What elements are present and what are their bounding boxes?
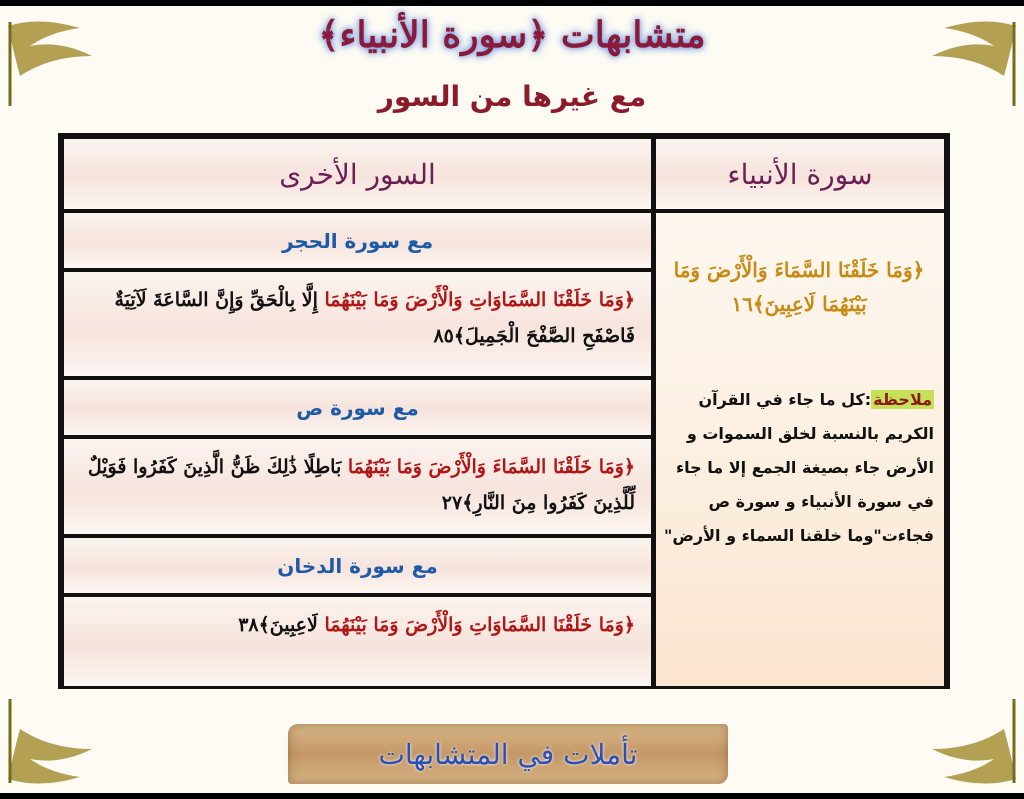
- surah-heading-label: مع سورة الحجر: [281, 228, 434, 253]
- anbiya-column: [656, 213, 944, 686]
- verse-dukhan: [64, 597, 651, 686]
- verse-sad: [64, 439, 651, 534]
- surah-heading-label: مع سورة ص: [296, 395, 419, 420]
- corner-ornament-icon: [914, 689, 1024, 799]
- corner-ornament-icon: [0, 689, 110, 799]
- page-subtitle: مع غيرها من السور: [377, 80, 647, 113]
- note-text: :كل ما جاء في القرآن الكريم بالنسبة لخلق السموات و الأرض جاء بصيغة الجمع إلا ما جاء في سورة الأنبياء و سورة ص فجاءت"وما خلقنا السماء و الأرض": [664, 390, 934, 545]
- column-header-anbiya-label: سورة الأنبياء: [727, 157, 873, 191]
- column-header-other-label: السور الأخرى: [279, 157, 436, 191]
- verse-highlight: ﴿وَمَا خَلَقْنَا السَّمَاوَاتِ وَالْأَرْضَ وَمَا بَيْنَهُمَا: [324, 289, 635, 311]
- surah-heading-sad: [64, 380, 651, 435]
- verse-rest: بَاطِلًا ذَٰلِكَ ظَنُّ الَّذِينَ كَفَرُوا فَوَيْلٌ لِّلَّذِينَ كَفَرُوا مِنَ النَّارِ﴾٢٧: [87, 456, 635, 514]
- column-header-other: [64, 139, 651, 209]
- page-title: متشابهات ﴿سورة الأنبياء﴾: [318, 14, 706, 56]
- comparison-table: [58, 133, 950, 689]
- surah-heading-label: مع سورة الدخان: [277, 553, 438, 578]
- surah-heading-hijr: [64, 213, 651, 268]
- column-header-anbiya: [656, 139, 944, 209]
- note-label: ملاحظة: [873, 390, 932, 409]
- footer-label: تأملات في المتشابهات: [378, 737, 638, 771]
- verse-rest: لَاعِبِينَ﴾٣٨: [238, 614, 318, 636]
- footer-scroll-banner: [288, 724, 728, 784]
- surah-heading-dukhan: [64, 538, 651, 593]
- note-block: [664, 383, 934, 553]
- verse-highlight: ﴿وَمَا خَلَقْنَا السَّمَاءَ وَالْأَرْضَ وَمَا بَيْنَهُمَا: [347, 456, 635, 478]
- verse-hijr: [64, 272, 651, 376]
- verse-highlight: ﴿وَمَا خَلَقْنَا السَّمَاوَاتِ وَالْأَرْضَ وَمَا بَيْنَهُمَا: [324, 614, 635, 636]
- anbiya-verse: ﴿وَمَا خَلَقْنَا السَّمَاءَ وَالْأَرْضَ وَمَا بَيْنَهُمَا لَاعِبِينَ﴾١٦: [673, 258, 925, 316]
- verse-rest: إِلَّا بِالْحَقِّ وَإِنَّ السَّاعَةَ لَآتِيَةٌ فَاصْفَحِ الصَّفْحَ الْجَمِيلَ﴾٨٥: [114, 289, 635, 347]
